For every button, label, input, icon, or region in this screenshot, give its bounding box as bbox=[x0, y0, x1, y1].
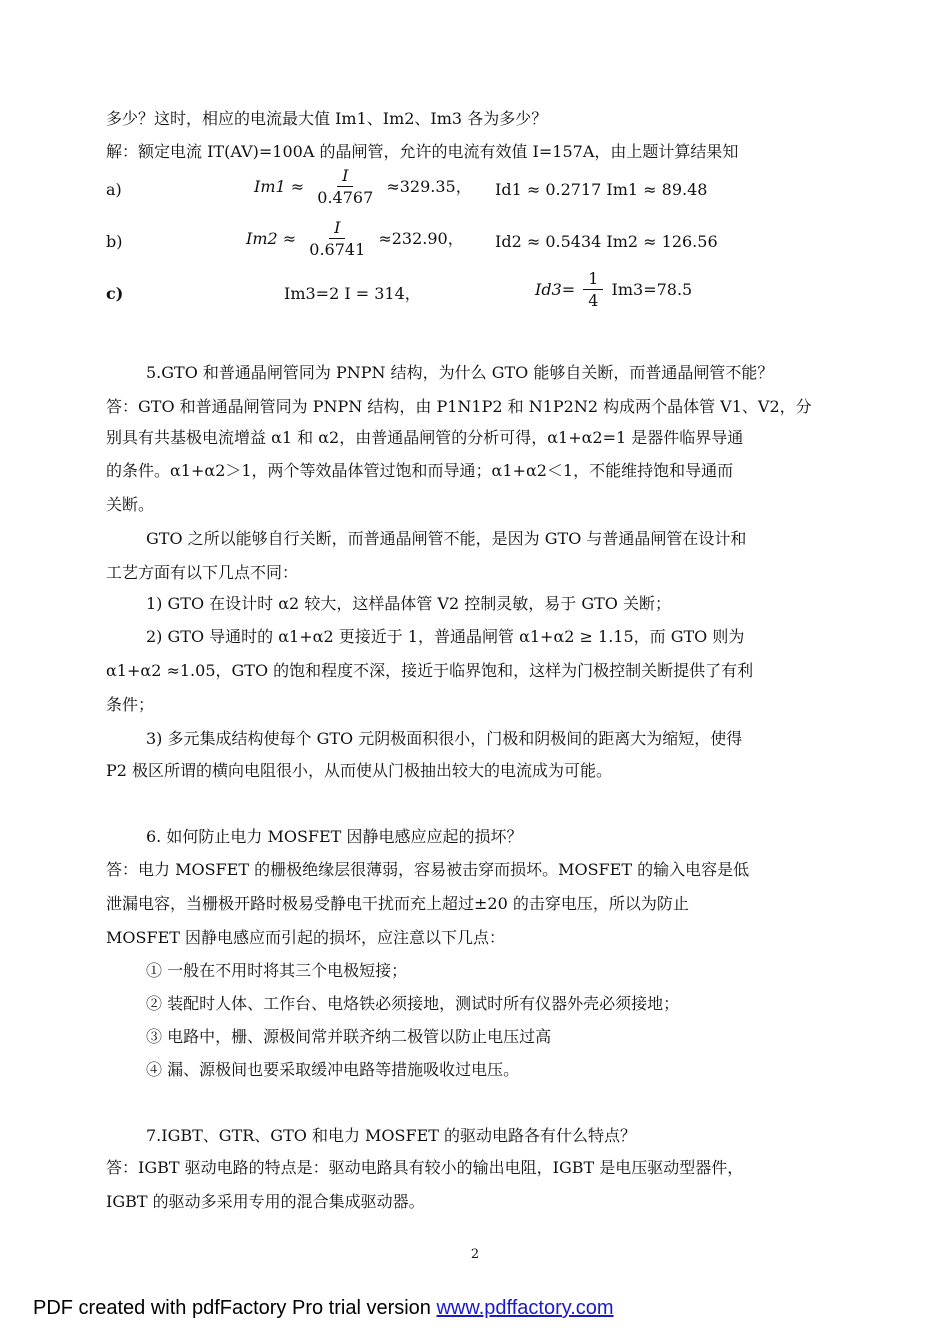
text-line: GTO 之所以能够自行关断，而普通晶闸管不能，是因为 GTO 与普通晶闸管在设计和 bbox=[146, 529, 747, 548]
list-item: 2) GTO 导通时的 α1+α2 更接近于 1，普通晶闸管 α1+α2 ≥ 1.15，而 GTO 则为 bbox=[146, 627, 745, 646]
list-item: ① 一般在不用时将其三个电极短接； bbox=[146, 961, 408, 980]
formula-a bbox=[254, 166, 472, 209]
text-line: 答：GTO 和普通晶闸管同为 PNPN 结构，由 P1N1P2 和 N1P2N2 构成两个晶体管 V1、V2，分 bbox=[106, 397, 812, 416]
fraction-denominator: 4 bbox=[588, 291, 599, 310]
text-line: 关断。 bbox=[106, 495, 155, 514]
footer-text: PDF created with pdfFactory Pro trial version bbox=[33, 1297, 437, 1319]
list-item: ② 装配时人体、工作台、电烙铁必须接地，测试时所有仪器外壳必须接地； bbox=[146, 994, 680, 1013]
text-line: α1+α2 ≈1.05，GTO 的饱和程度不深，接近于临界饱和，这样为门极控制关断提供了有利 bbox=[106, 661, 754, 680]
text-line: 答：电力 MOSFET 的栅极绝缘层很薄弱，容易被击穿而损坏。MOSFET 的输入电容是低 bbox=[106, 860, 750, 879]
formula-label-b: b) bbox=[106, 232, 123, 251]
question-heading: 5.GTO 和普通晶闸管同为 PNPN 结构，为什么 GTO 能够自关断，而普通晶闸管不能？ bbox=[146, 363, 774, 382]
text-line: 条件； bbox=[106, 695, 155, 714]
list-item: ③ 电路中，栅、源极间常并联齐纳二极管以防止电压过高 bbox=[146, 1027, 552, 1046]
text-line: IGBT 的驱动多采用专用的混合集成驱动器。 bbox=[106, 1192, 425, 1211]
text-line: MOSFET 因静电感应而引起的损坏，应注意以下几点： bbox=[106, 928, 506, 947]
text-line: 泄漏电容，当栅极开路时极易受静电干扰而充上超过±20 的击穿电压，所以为防止 bbox=[106, 894, 689, 913]
fraction-numerator: 1 bbox=[583, 269, 603, 290]
formula-b-second: Id2 ≈ 0.5434 Im2 ≈ 126.56 bbox=[495, 232, 718, 251]
formula-label-a: a) bbox=[106, 180, 122, 199]
formula-c-second-rhs: Im3=78.5 bbox=[611, 280, 693, 299]
text-line: 别具有共基极电流增益 α1 和 α2，由普通晶闸管的分析可得，α1+α2=1 是器件临界导通 bbox=[106, 428, 744, 447]
fraction bbox=[304, 218, 370, 261]
fraction-numerator: I bbox=[337, 166, 353, 187]
text-line: 的条件。α1+α2＞1，两个等效晶体管过饱和而导通；α1+α2＜1，不能维持饱和导通而 bbox=[106, 461, 734, 480]
formula-a-lhs: Im1 ≈ bbox=[254, 177, 305, 196]
question-heading: 6. 如何防止电力 MOSFET 因静电感应应起的损坏？ bbox=[146, 827, 523, 846]
formula-b bbox=[246, 218, 464, 261]
fraction-denominator: 0.6741 bbox=[309, 240, 366, 259]
list-item: ④ 漏、源极间也要采取缓冲电路等措施吸收过电压。 bbox=[146, 1060, 520, 1079]
question-heading: 7.IGBT、GTR、GTO 和电力 MOSFET 的驱动电路各有什么特点？ bbox=[146, 1126, 637, 1145]
page-number: 2 bbox=[470, 1247, 480, 1262]
formula-a-rhs: ≈329.35， bbox=[386, 177, 472, 196]
formula-c-second-lhs: Id3= bbox=[535, 280, 576, 299]
formula-label-c: c) bbox=[106, 284, 124, 303]
fraction-denominator: 0.4767 bbox=[317, 188, 374, 207]
formula-c: Im3=2 I = 314， bbox=[284, 284, 421, 303]
formula-a-second: Id1 ≈ 0.2717 Im1 ≈ 89.48 bbox=[495, 180, 708, 199]
text-line: 答：IGBT 驱动电路的特点是：驱动电路具有较小的输出电阻，IGBT 是电压驱动型器件， bbox=[106, 1158, 744, 1177]
fraction bbox=[312, 166, 378, 209]
formula-c-second bbox=[535, 269, 692, 312]
text-line: 工艺方面有以下几点不同： bbox=[106, 563, 299, 582]
formula-b-rhs: ≈232.90， bbox=[378, 229, 464, 248]
text-line: 解：额定电流 IT(AV)=100A 的晶闸管，允许的电流有效值 I=157A，由上题计算结果知 bbox=[106, 142, 739, 161]
text-line: P2 极区所谓的横向电阻很小，从而使从门极抽出较大的电流成为可能。 bbox=[106, 761, 613, 780]
fraction bbox=[583, 269, 603, 312]
pdf-footer bbox=[33, 1297, 614, 1320]
footer-link[interactable]: www.pdffactory.com bbox=[436, 1297, 614, 1319]
fraction-numerator: I bbox=[329, 218, 345, 239]
list-item: 3) 多元集成结构使每个 GTO 元阴极面积很小，门极和阴极间的距离大为缩短，使得 bbox=[146, 729, 743, 748]
list-item: 1) GTO 在设计时 α2 较大，这样晶体管 V2 控制灵敏，易于 GTO 关断； bbox=[146, 594, 671, 613]
formula-b-lhs: Im2 ≈ bbox=[246, 229, 297, 248]
text-line: 多少？这时，相应的电流最大值 Im1、Im2、Im3 各为多少？ bbox=[106, 109, 548, 128]
